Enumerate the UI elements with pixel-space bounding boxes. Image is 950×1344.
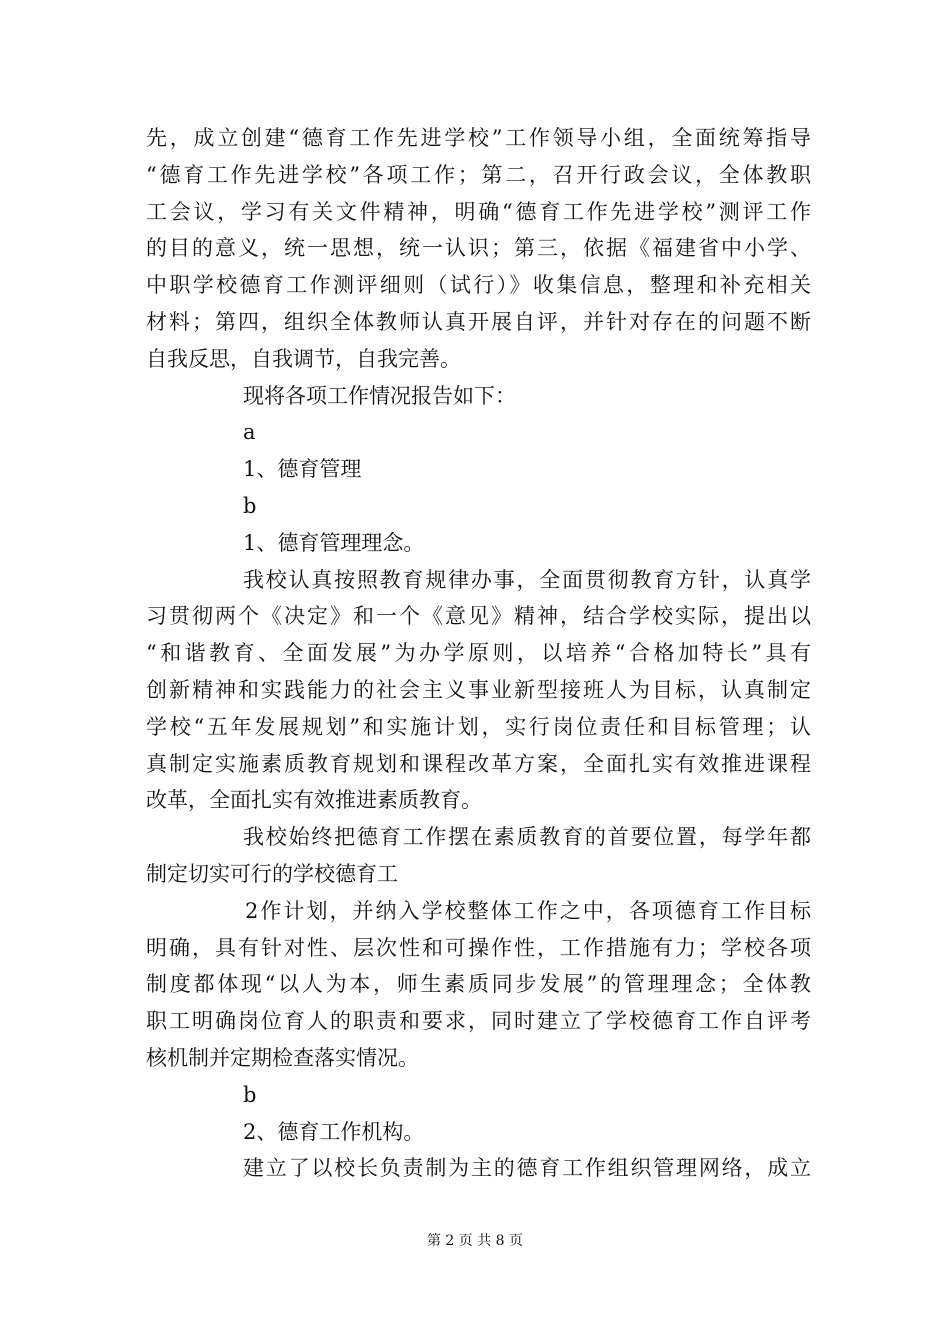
subsection-heading: 2、德育工作机构。 xyxy=(243,1119,425,1144)
text-line: 自我反思，自我调节，自我完善。 xyxy=(146,346,461,371)
text-line: 制定切实可行的学校德育工 xyxy=(146,861,398,886)
text-line: 工会议，学习有关文件精神，明确“德育工作先进学校”测评工作 xyxy=(146,199,811,224)
text-line: 我校始终把德育工作摆在素质教育的首要位置，每学年都 xyxy=(243,825,811,850)
text-line: 改革，全面扎实有效推进素质教育。 xyxy=(146,788,482,813)
text-line: 中职学校德育工作测评细则（试行）》收集信息，整理和补充相关 xyxy=(146,273,811,298)
text-line: 建立了以校长负责制为主的德育工作组织管理网络，成立 xyxy=(243,1156,811,1181)
page-number-footer: 第 2 页 共 8 页 xyxy=(426,1233,524,1249)
section-marker: b xyxy=(243,493,257,518)
text-line: 我校认真按照教育规律办事，全面贯彻教育方针，认真学 xyxy=(243,567,811,592)
text-line: “德育工作先进学校”各项工作；第二，召开行政会议，全体教职 xyxy=(146,162,811,187)
text-line: 制度都体现“以人为本，师生素质同步发展”的管理理念；全体教 xyxy=(146,972,811,997)
text-line: 核机制并定期检查落实情况。 xyxy=(146,1045,419,1070)
section-marker: a xyxy=(243,420,256,445)
text-line: 的目的意义，统一思想，统一认识；第三，依据《福建省中小学、 xyxy=(146,236,811,261)
section-heading: 1、德育管理 xyxy=(243,457,362,482)
text-line: 材料；第四，组织全体教师认真开展自评，并针对存在的问题不断 xyxy=(146,309,811,334)
text-line: 真制定实施素质教育规划和课程改革方案，全面扎实有效推进课程 xyxy=(146,751,811,776)
text-line: 明确，具有针对性、层次性和可操作性，工作措施有力；学校各项 xyxy=(146,935,811,960)
text-line: 现将各项工作情况报告如下： xyxy=(243,383,516,408)
document-body xyxy=(146,120,811,1187)
text-line: 职工明确岗位育人的职责和要求，同时建立了学校德育工作自评考 xyxy=(146,1009,811,1034)
text-line: 创新精神和实践能力的社会主义事业新型接班人为目标，认真制定 xyxy=(146,677,811,702)
text-line: “和谐教育、全面发展”为办学原则，以培养“合格加特长”具有 xyxy=(146,641,811,666)
text-line: 2作计划，并纳入学校整体工作之中，各项德育工作目标 xyxy=(245,898,811,923)
section-marker: b xyxy=(243,1082,257,1107)
subsection-heading: 1、德育管理理念。 xyxy=(243,530,425,555)
text-line: 先，成立创建“德育工作先进学校”工作领导小组，全面统筹指导 xyxy=(146,126,811,150)
text-line: 学校“五年发展规划”和实施计划，实行岗位责任和目标管理；认 xyxy=(146,714,811,739)
text-line: 习贯彻两个《决定》和一个《意见》精神，结合学校实际，提出以 xyxy=(146,604,811,629)
